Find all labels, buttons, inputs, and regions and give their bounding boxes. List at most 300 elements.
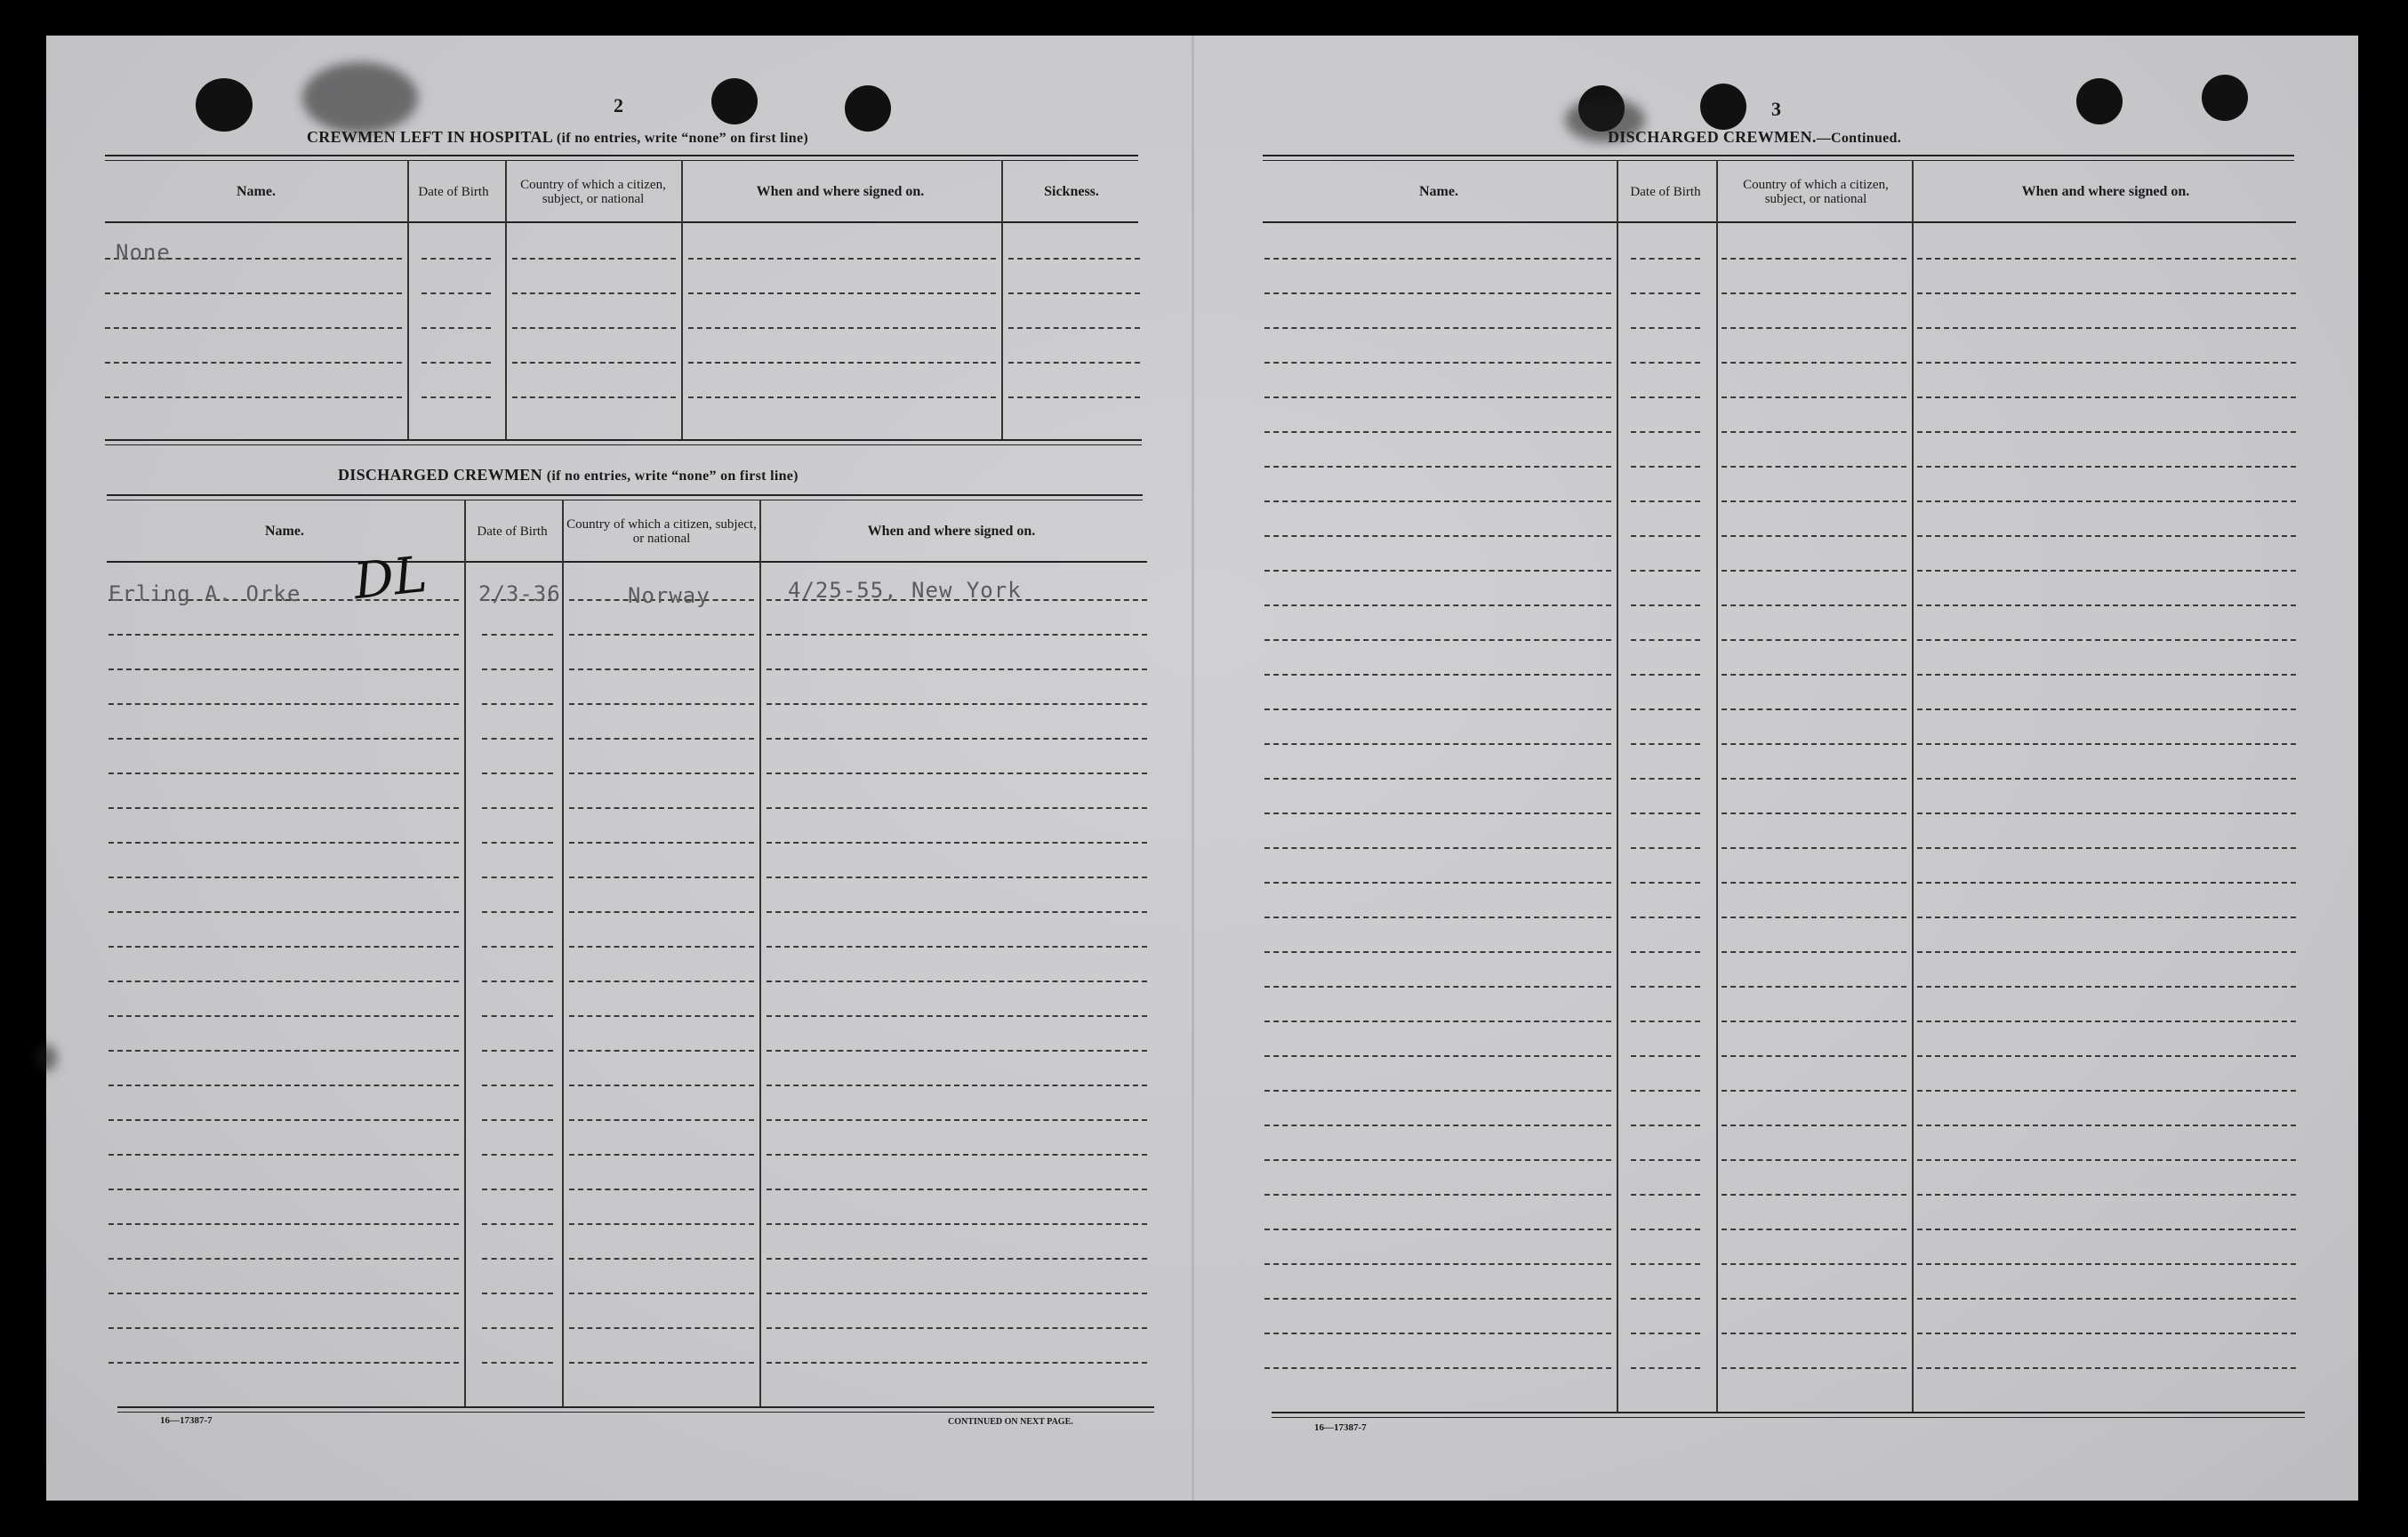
hospital-header-rule [105, 221, 1138, 223]
right-entry-line [1917, 917, 2296, 918]
right-entry-line [1631, 986, 1700, 988]
hospital-section-title [307, 128, 808, 147]
discharged-entry-line [767, 981, 1147, 982]
ink-smudge [36, 1045, 57, 1071]
right-entry-line [1264, 743, 1611, 745]
right-entry-line [1722, 500, 1906, 502]
discharged-entry-line [108, 668, 459, 670]
discharged-entry-line [569, 1154, 754, 1156]
right-col-name: Name. [1419, 184, 1458, 199]
right-bottom-rule-2 [1272, 1417, 2305, 1418]
right-entry-line [1917, 466, 2296, 468]
right-divider [1617, 160, 1618, 1413]
right-entry-line [1917, 951, 2296, 953]
discharged-entry-line [569, 877, 754, 878]
right-entry-line [1264, 917, 1611, 918]
right-entry-line [1264, 258, 1611, 260]
discharged-entry-line [569, 842, 754, 844]
right-entry-line [1722, 258, 1906, 260]
right-entry-line [1631, 813, 1700, 814]
right-entry-line [1722, 604, 1906, 606]
right-entry-line [1722, 396, 1906, 398]
form-number-right: 16—17387-7 [1314, 1422, 1367, 1433]
right-entry-line [1917, 431, 2296, 433]
right-entry-line [1264, 500, 1611, 502]
right-entry-line [1631, 500, 1700, 502]
right-entry-line [1264, 570, 1611, 572]
right-entry-line [1631, 535, 1700, 537]
right-entry-line [1264, 847, 1611, 849]
right-entry-line [1631, 882, 1700, 884]
hospital-entry-line [512, 292, 676, 294]
discharged-entry-line [767, 1154, 1147, 1156]
discharged-entry-line [482, 668, 553, 670]
right-entry-line [1631, 743, 1700, 745]
discharged-entry-line [569, 703, 754, 705]
right-entry-line [1264, 1090, 1611, 1092]
right-entry-line [1631, 258, 1700, 260]
discharged-entry-line [108, 1223, 459, 1225]
hospital-entry-line [688, 258, 996, 260]
right-entry-line [1917, 708, 2296, 710]
discharged-section-title [338, 466, 799, 484]
discharged-entry-line [767, 911, 1147, 913]
discharged-entry-line [482, 1050, 553, 1052]
right-entry-line [1631, 431, 1700, 433]
discharged-entry-line [108, 1085, 459, 1086]
right-entry-line [1264, 1194, 1611, 1196]
discharged-bottom-rule [117, 1406, 1154, 1408]
right-entry-line [1264, 813, 1611, 814]
right-entry-line [1264, 362, 1611, 364]
punch-hole [196, 78, 253, 132]
discharged-divider [759, 500, 761, 1406]
right-entry-line [1631, 1194, 1700, 1196]
punch-hole [2202, 75, 2248, 121]
discharged-entry-line [108, 877, 459, 878]
right-entry-line [1264, 986, 1611, 988]
right-entry-line [1722, 1090, 1906, 1092]
right-entry-line [1722, 1367, 1906, 1369]
discharged-entry-line [569, 807, 754, 809]
right-entry-line [1917, 604, 2296, 606]
page-number-right: 3 [1771, 98, 1781, 120]
discharged-entry-line [569, 946, 754, 948]
discharged-entry-line [482, 1015, 553, 1017]
discharged-entry-line [569, 1189, 754, 1190]
right-entry-line [1917, 986, 2296, 988]
discharged-entry-line [767, 1085, 1147, 1086]
right-entry-line [1264, 674, 1611, 676]
discharged-entry-line [108, 842, 459, 844]
hospital-entry-line [1008, 327, 1140, 329]
discharged-header-rule [107, 561, 1147, 563]
hospital-entry-line [105, 362, 402, 364]
right-entry-line [1917, 813, 2296, 814]
right-entry-line [1264, 708, 1611, 710]
right-entry-line [1917, 362, 2296, 364]
discharged-entry-line [569, 1327, 754, 1329]
hospital-col-name: Name. [237, 184, 276, 199]
crewman-name: Erling A. Orke [108, 581, 301, 606]
right-entry-line [1264, 604, 1611, 606]
right-entry-line [1722, 743, 1906, 745]
hospital-entry-line [105, 396, 402, 398]
right-entry-line [1917, 535, 2296, 537]
hospital-entry-line [688, 396, 996, 398]
right-entry-line [1264, 882, 1611, 884]
discharged-entry-line [767, 1293, 1147, 1294]
right-entry-line [1631, 1263, 1700, 1265]
hospital-bottom-rule [105, 439, 1142, 441]
right-entry-line [1631, 396, 1700, 398]
right-entry-line [1722, 1125, 1906, 1126]
right-entry-line [1917, 1367, 2296, 1369]
discharged-entry-line [569, 1362, 754, 1364]
right-entry-line [1631, 674, 1700, 676]
right-entry-line [1631, 1090, 1700, 1092]
right-entry-line [1631, 917, 1700, 918]
right-entry-line [1917, 1229, 2296, 1230]
discharged-entry-line [108, 703, 459, 705]
discharged-entry-line [482, 634, 553, 636]
right-title-text: DISCHARGED CREWMEN. [1608, 128, 1817, 146]
right-entry-line [1722, 1263, 1906, 1265]
right-col-signed: When and where signed on. [2021, 184, 2190, 199]
right-entry-line [1631, 1021, 1700, 1022]
discharged-entry-line [108, 773, 459, 774]
right-entry-line [1917, 847, 2296, 849]
document-sheet [46, 36, 2358, 1501]
right-entry-line [1631, 327, 1700, 329]
discharged-entry-line [767, 1015, 1147, 1017]
right-entry-line [1264, 1021, 1611, 1022]
discharged-entry-line [569, 634, 754, 636]
right-entry-line [1631, 1229, 1700, 1230]
hospital-entry-line [512, 396, 676, 398]
discharged-entry-line [482, 1327, 553, 1329]
right-entry-line [1264, 431, 1611, 433]
right-title-suffix: —Continued. [1816, 131, 1902, 146]
right-entry-line [1722, 1159, 1906, 1161]
hospital-bottom-rule-2 [105, 444, 1142, 445]
right-entry-line [1722, 1055, 1906, 1057]
right-entry-line [1917, 258, 2296, 260]
discharged-entry-line [482, 1258, 553, 1260]
discharged-entry-line [767, 1223, 1147, 1225]
discharged-entry-line [108, 1154, 459, 1156]
right-entry-line [1722, 813, 1906, 814]
right-entry-line [1722, 1021, 1906, 1022]
right-entry-line [1264, 396, 1611, 398]
discharged-entry-line [767, 946, 1147, 948]
discharged-entry-line [108, 1189, 459, 1190]
right-entry-line [1631, 1159, 1700, 1161]
right-entry-line [1264, 951, 1611, 953]
right-entry-line [1631, 1055, 1700, 1057]
discharged-entry-line [569, 1258, 754, 1260]
hospital-entry-line [421, 258, 491, 260]
right-entry-line [1631, 466, 1700, 468]
discharged-entry-line [108, 1050, 459, 1052]
discharged-entry-line [482, 1223, 553, 1225]
right-entry-line [1917, 1090, 2296, 1092]
hospital-entry-line [1008, 396, 1140, 398]
discharged-entry-line [108, 1119, 459, 1121]
right-entry-line [1917, 1125, 2296, 1126]
right-entry-line [1631, 292, 1700, 294]
discharged-title-text: DISCHARGED CREWMEN [338, 466, 542, 484]
discharged-entry-line [767, 1050, 1147, 1052]
right-entry-line [1917, 778, 2296, 780]
discharged-entry-line [108, 911, 459, 913]
right-entry-line [1264, 1229, 1611, 1230]
discharged-entry-line [569, 668, 754, 670]
right-entry-line [1722, 639, 1906, 641]
discharged-entry-line [482, 877, 553, 878]
right-entry-line [1264, 466, 1611, 468]
right-entry-line [1264, 1125, 1611, 1126]
hospital-entry-line [512, 327, 676, 329]
discharged-entry-line [767, 1189, 1147, 1190]
hospital-top-rule [105, 155, 1138, 156]
hospital-entry-line [512, 362, 676, 364]
right-col-country: Country of which a citizen, subject, or national [1743, 178, 1889, 206]
right-entry-line [1722, 1333, 1906, 1334]
discharged-divider [464, 500, 466, 1406]
discharged-entry-line [767, 703, 1147, 705]
right-entry-line [1722, 362, 1906, 364]
discharged-entry-line [108, 1293, 459, 1294]
right-entry-line [1722, 570, 1906, 572]
right-entry-line [1722, 292, 1906, 294]
right-entry-line [1722, 431, 1906, 433]
right-entry-line [1631, 951, 1700, 953]
hospital-entry-line [1008, 292, 1140, 294]
discharged-entry-line [482, 1293, 553, 1294]
right-entry-line [1722, 535, 1906, 537]
discharged-entry-line [108, 946, 459, 948]
hospital-divider [681, 160, 683, 439]
discharged-entry-line [108, 807, 459, 809]
discharged-entry-line [767, 1258, 1147, 1260]
right-entry-line [1264, 1159, 1611, 1161]
discharged-divider [562, 500, 564, 1406]
right-entry-line [1264, 327, 1611, 329]
discharged-entry-line [569, 1223, 754, 1225]
right-entry-line [1722, 847, 1906, 849]
hospital-entry-line [421, 396, 491, 398]
right-col-dob: Date of Birth [1630, 185, 1701, 199]
right-entry-line [1264, 1263, 1611, 1265]
right-entry-line [1631, 708, 1700, 710]
hospital-entry-line [421, 362, 491, 364]
discharged-entry-line [767, 668, 1147, 670]
right-entry-line [1917, 1333, 2296, 1334]
discharged-entry-line [569, 1293, 754, 1294]
hospital-instruction: (if no entries, write “none” on first line) [556, 131, 808, 146]
discharged-entry-line [767, 773, 1147, 774]
punch-hole [711, 78, 758, 124]
right-entry-line [1631, 1125, 1700, 1126]
right-entry-line [1917, 570, 2296, 572]
discharged-entry-line [767, 877, 1147, 878]
discharged-entry-line [569, 981, 754, 982]
hospital-entry-line [688, 362, 996, 364]
hospital-entry-line [421, 292, 491, 294]
discharged-instruction: (if no entries, write “none” on first line) [546, 468, 799, 484]
right-divider [1912, 160, 1914, 1413]
handwritten-mark: DL [350, 545, 430, 612]
right-top-rule-2 [1263, 160, 2294, 161]
right-entry-line [1631, 1367, 1700, 1369]
hospital-entry-line [105, 292, 402, 294]
discharged-entry-line [569, 1119, 754, 1121]
right-header-rule [1263, 221, 2296, 223]
right-entry-line [1264, 1298, 1611, 1300]
discharged-entry-line [767, 634, 1147, 636]
discharged-entry-line [482, 1154, 553, 1156]
right-entry-line [1917, 396, 2296, 398]
hospital-entry-none: None [116, 240, 171, 265]
discharged-col-signed: When and where signed on. [867, 524, 1036, 539]
discharged-entry-line [482, 807, 553, 809]
hospital-entry-line [1008, 258, 1140, 260]
discharged-entry-line [108, 1362, 459, 1364]
hospital-col-signed: When and where signed on. [756, 184, 925, 199]
discharged-entry-line [569, 1050, 754, 1052]
discharged-col-dob: Date of Birth [477, 524, 548, 539]
right-entry-line [1917, 292, 2296, 294]
right-entry-line [1917, 1298, 2296, 1300]
discharged-entry-line [569, 911, 754, 913]
right-entry-line [1264, 535, 1611, 537]
right-entry-line [1917, 639, 2296, 641]
right-entry-line [1722, 1298, 1906, 1300]
discharged-entry-line [767, 738, 1147, 740]
right-entry-line [1722, 917, 1906, 918]
right-entry-line [1917, 1263, 2296, 1265]
hospital-entry-line [421, 327, 491, 329]
hospital-top-rule-2 [105, 160, 1138, 161]
discharged-entry-line [767, 1327, 1147, 1329]
discharged-entry-line [108, 634, 459, 636]
discharged-entry-line [108, 738, 459, 740]
right-entry-line [1264, 1055, 1611, 1057]
hospital-entry-line [105, 327, 402, 329]
hospital-entry-line [1008, 362, 1140, 364]
right-section-title [1608, 128, 1901, 147]
right-entry-line [1264, 1367, 1611, 1369]
right-entry-line [1917, 743, 2296, 745]
right-entry-line [1631, 1298, 1700, 1300]
hospital-entry-line [688, 327, 996, 329]
discharged-entry-line [569, 1015, 754, 1017]
discharged-entry-line [767, 807, 1147, 809]
right-entry-line [1264, 778, 1611, 780]
right-entry-line [1264, 639, 1611, 641]
right-entry-line [1917, 674, 2296, 676]
right-entry-line [1917, 882, 2296, 884]
discharged-entry-line [482, 981, 553, 982]
discharged-col-country: Country of which a citizen, subject, or national [566, 517, 757, 546]
right-entry-line [1722, 882, 1906, 884]
right-entry-line [1631, 604, 1700, 606]
discharged-entry-line [108, 981, 459, 982]
discharged-entry-line [482, 911, 553, 913]
discharged-entry-line [108, 1327, 459, 1329]
discharged-entry-line [482, 1189, 553, 1190]
punch-hole [2076, 78, 2123, 124]
discharged-entry-line [569, 773, 754, 774]
crewman-dob: 2/3-36 [478, 581, 561, 606]
discharged-entry-line [767, 842, 1147, 844]
discharged-top-rule [107, 494, 1143, 496]
hospital-entry-line [688, 292, 996, 294]
right-entry-line [1722, 986, 1906, 988]
right-entry-line [1917, 1021, 2296, 1022]
discharged-col-name: Name. [265, 524, 304, 539]
hospital-divider [407, 160, 409, 439]
hospital-title-text: CREWMEN LEFT IN HOSPITAL [307, 128, 553, 146]
discharged-entry-line [108, 1015, 459, 1017]
right-entry-line [1631, 778, 1700, 780]
discharged-entry-line [482, 1085, 553, 1086]
right-entry-line [1722, 466, 1906, 468]
discharged-entry-line [482, 773, 553, 774]
right-entry-line [1917, 1159, 2296, 1161]
discharged-entry-line [482, 1119, 553, 1121]
right-entry-line [1722, 674, 1906, 676]
right-entry-line [1722, 708, 1906, 710]
continued-note: CONTINUED ON NEXT PAGE. [948, 1417, 1073, 1427]
discharged-entry-line [767, 1362, 1147, 1364]
right-entry-line [1917, 500, 2296, 502]
right-top-rule [1263, 155, 2294, 156]
hospital-col-country: Country of which a citizen, subject, or national [520, 178, 666, 206]
hospital-divider [1001, 160, 1003, 439]
page-fold [1192, 36, 1194, 1501]
hospital-divider [505, 160, 507, 439]
right-entry-line [1631, 1333, 1700, 1334]
hospital-col-dob: Date of Birth [418, 185, 489, 199]
right-divider [1716, 160, 1718, 1413]
discharged-entry-line [482, 738, 553, 740]
crewman-country: Norway [628, 583, 710, 608]
right-entry-line [1917, 327, 2296, 329]
discharged-entry-line [482, 946, 553, 948]
right-bottom-rule [1272, 1412, 2305, 1413]
right-entry-line [1631, 639, 1700, 641]
page-number-left: 2 [614, 94, 623, 116]
discharged-bottom-rule-2 [117, 1412, 1154, 1413]
right-entry-line [1722, 327, 1906, 329]
ink-smudge [302, 62, 418, 133]
hospital-col-sickness: Sickness. [1044, 184, 1099, 199]
right-entry-line [1264, 1333, 1611, 1334]
punch-hole [845, 85, 891, 132]
right-entry-line [1722, 1194, 1906, 1196]
right-entry-line [1631, 847, 1700, 849]
right-entry-line [1722, 951, 1906, 953]
right-entry-line [1264, 292, 1611, 294]
discharged-entry-line [569, 1085, 754, 1086]
right-entry-line [1631, 362, 1700, 364]
right-entry-line [1722, 1229, 1906, 1230]
right-entry-line [1917, 1055, 2296, 1057]
right-entry-line [1631, 570, 1700, 572]
discharged-entry-line [767, 1119, 1147, 1121]
